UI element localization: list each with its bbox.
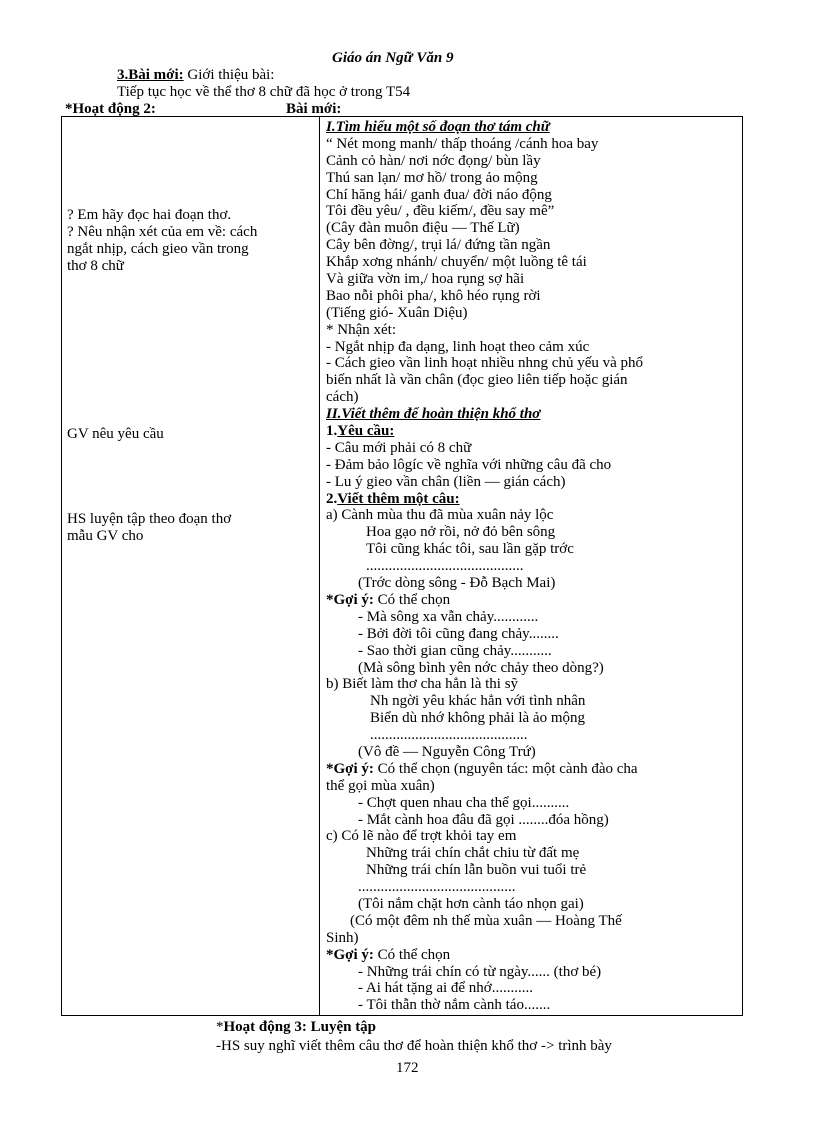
requirements-title: Yêu cầu: xyxy=(337,423,395,440)
hoat-dong-3-text: -HS suy nghĩ viết thêm câu thơ để hoàn thiện khổ thơ -> trình bày xyxy=(216,1038,612,1054)
poem-line: Cảnh cỏ hàn/ nơi nớc đọng/ bùn lầy xyxy=(326,152,541,169)
question-comment-l2: ngắt nhịp, cách gieo vần trong xyxy=(67,240,249,257)
hint-b xyxy=(326,761,643,778)
exercise-b-line: Nh ngời yêu khác hẳn với tình nhân xyxy=(370,693,586,710)
hint-item: - Tôi thẫn thờ nắm cành táo....... xyxy=(358,997,551,1014)
hoat-dong-3-label: Hoạt động 3: Luyện tập xyxy=(223,1019,377,1035)
write-number: 2. xyxy=(326,490,338,507)
hint-item: - Chợt quen nhau cha thể gọi.......... xyxy=(358,794,570,811)
comment-heading: * Nhận xét: xyxy=(326,321,396,338)
poem-line: Thú san lạn/ mơ hồ/ trong ảo mộng xyxy=(326,169,538,186)
poem-line: Và giữa vờn im,/ hoa rụng sợ hãi xyxy=(326,271,525,288)
question-comment-l3: thơ 8 chữ xyxy=(67,257,124,274)
hint-a xyxy=(326,592,643,609)
gv-note: GV nêu yêu cầu xyxy=(67,426,164,442)
hint-item: - Mắt cành hoa đâu đã gọi ........đóa hồng) xyxy=(358,811,609,828)
exercise-b-source: (Vô đề — Nguyễn Công Trứ) xyxy=(358,743,536,760)
hint-item: - Mà sông xa vẫn chảy............ xyxy=(358,608,539,625)
hs-note-l2: mẫu GV cho xyxy=(67,527,144,544)
requirements-number: 1. xyxy=(326,423,338,440)
exercise-a-line: a) Cành mùa thu đã mùa xuân nảy lộc xyxy=(326,507,554,524)
write-heading xyxy=(326,491,643,508)
column-divider xyxy=(319,117,320,1015)
hint-item: - Sao thời gian cũng chảy........... xyxy=(358,642,552,659)
exercise-c-line: c) Có lẽ nào để trợt khỏi tay em xyxy=(326,828,517,845)
section-1-title: I.Tìm hiểu một số đoạn thơ tám chữ xyxy=(326,119,550,135)
poem-line: Bao nỗi phôi pha/, khô héo rụng rời xyxy=(326,287,541,304)
exercise-a-blank: .......................................... xyxy=(366,558,524,575)
poem-line: Cây bên đờng/, trụi lá/ đứng tần ngần xyxy=(326,237,551,254)
comment-item: - Ngắt nhịp đa dạng, linh hoạt theo cảm xúc xyxy=(326,338,590,355)
hint-text: Có thể chọn xyxy=(373,946,451,963)
question-read: ? Em hãy đọc hai đoạn thơ. xyxy=(67,207,232,223)
exercise-b-line: Biển dù nhớ không phải là ảo mộng xyxy=(370,710,585,727)
bai-moi-heading: Bài mới: xyxy=(286,101,342,117)
exercise-c-line: Những trái chín chắt chiu từ đất mẹ xyxy=(366,845,580,862)
hint-label: *Gợi ý: xyxy=(326,760,374,777)
comment-item: cách) xyxy=(326,389,359,406)
bai-moi-line xyxy=(117,67,274,84)
poem-source: (Cây đàn muôn điệu — Thế Lữ) xyxy=(326,220,520,237)
hint-item: - Bởi đời tôi cũng đang chảy........ xyxy=(358,625,559,642)
exercise-a-line: Tôi cũng khác tôi, sau lần gặp trớc xyxy=(366,541,574,558)
exercise-c-blank: .......................................... xyxy=(358,879,516,896)
hs-note-l1: HS luyện tập theo đoạn thơ xyxy=(67,511,232,527)
exercise-a-line: Hoa gạo nở rồi, nở đỏ bên sông xyxy=(366,524,556,541)
poem-line: Chí hăng hái/ ganh đua/ đời náo động xyxy=(326,186,552,203)
poem-line: Khắp xơng nhánh/ chuyển/ một luồng tê tái xyxy=(326,254,587,271)
exercise-a-source: (Trớc dòng sông - Đỗ Bạch Mai) xyxy=(358,575,556,592)
requirements-heading xyxy=(326,423,643,440)
comment-item: biến nhất là vần chân (đọc gieo liên tiếp hoặc gián xyxy=(326,372,628,389)
hint-text: Có thể chọn xyxy=(373,591,451,608)
hoat-dong-3 xyxy=(216,1019,376,1036)
exercise-b-line: b) Biết làm thơ cha hẳn là thi sỹ xyxy=(326,676,519,693)
requirement-item: - Lu ý gieo vần chân (liền — gián cách) xyxy=(326,473,566,490)
hint-item: - Những trái chín có từ ngày...... (thơ bé) xyxy=(358,963,602,980)
exercise-c-source: (Tôi nắm chặt hơn cành táo nhọn gai) xyxy=(358,895,584,912)
left-column xyxy=(67,207,257,275)
hoat-dong-3-star: * xyxy=(216,1019,224,1035)
exercise-c-line: Những trái chín lẫn buồn vui tuổi trẻ xyxy=(366,862,587,879)
question-comment-l1: ? Nêu nhận xét của em về: cách xyxy=(67,223,258,240)
hs-note xyxy=(67,511,231,545)
bai-moi-label: 3.Bài mới: xyxy=(117,67,184,83)
intro-text: Tiếp tục học về thể thơ 8 chữ đã học ở trong T54 xyxy=(117,84,411,100)
poem-line: “ Nét mong manh/ thấp thoáng /cánh hoa bay xyxy=(326,135,599,152)
exercise-c-source: (Có một đêm nh thế mùa xuân — Hoàng Thế xyxy=(350,912,622,929)
section-2-title: II.Viết thêm để hoàn thiện khổ thơ xyxy=(326,406,541,423)
requirement-item: - Câu mới phải có 8 chữ xyxy=(326,439,472,456)
hint-item: - Ai hát tặng ai để nhớ........... xyxy=(358,980,533,997)
hint-label: *Gợi ý: xyxy=(326,591,374,608)
hint-item: (Mà sông bình yên nớc chảy theo dòng?) xyxy=(358,659,604,676)
hint-c xyxy=(326,947,643,964)
requirement-item: - Đảm bảo lôgíc về nghĩa với những câu đã cho xyxy=(326,456,612,473)
hoat-dong-2-label: *Hoạt động 2: xyxy=(65,101,156,117)
poem-line: Tôi đều yêu/ , đều kiếm/, đều say mê” xyxy=(326,203,555,220)
page-number: 172 xyxy=(396,1060,419,1076)
page-title: Giáo án Ngữ Văn 9 xyxy=(332,50,454,66)
right-column xyxy=(326,119,643,1014)
hint-text: Có thể chọn (nguyên tác: một cành đào cha xyxy=(373,760,638,777)
hint-label: *Gợi ý: xyxy=(326,946,374,963)
bai-moi-text: Giới thiệu bài: xyxy=(183,67,275,83)
exercise-b-blank: .......................................... xyxy=(370,727,528,744)
hint-text-cont: thể gọi mùa xuân) xyxy=(326,777,435,794)
poem-source: (Tiếng gió- Xuân Diệu) xyxy=(326,304,468,321)
comment-item: - Cách gieo vần linh hoạt nhiều nhng chủ yếu và phổ xyxy=(326,355,644,372)
lesson-table xyxy=(61,116,743,1016)
exercise-c-source-cont: Sinh) xyxy=(326,929,359,946)
write-title: Viết thêm một câu: xyxy=(337,490,460,507)
